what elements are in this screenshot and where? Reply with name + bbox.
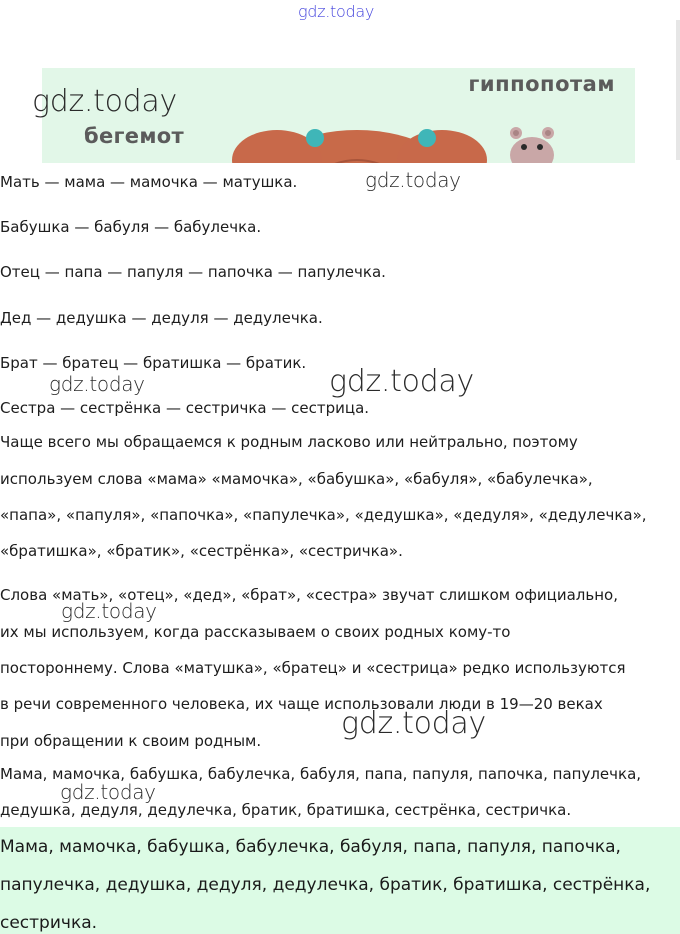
answer-line: сестричка. (0, 913, 98, 933)
watermark: gdz.today (61, 599, 157, 623)
text-line: «папа», «папуля», «папочка», «папулечка», «дедушка», «дедуля», «дедулечка», (0, 506, 647, 524)
text-line: Брат — братец — братишка — братик. (0, 354, 307, 372)
text-line: Отец — папа — папуля — папочка — папулечка. (0, 263, 386, 281)
text-line: при обращении к своим родным. (0, 732, 262, 750)
scrollbar[interactable] (676, 20, 680, 160)
text-line: Мама, мамочка, бабушка, бабулечка, бабуля, папа, папуля, папочка, папулечка, (0, 765, 642, 783)
hippo-illustration (502, 123, 562, 163)
watermark: gdz.today (329, 364, 474, 399)
banner-label-hippopotamus: гиппопотам (468, 72, 615, 96)
watermark: gdz.today (341, 706, 486, 741)
watermark: gdz.today (49, 372, 145, 396)
answer-line: папулечка, дедушка, дедуля, дедулечка, братик, братишка, сестрёнка, (0, 875, 651, 895)
banner-label-behemoth: бегемот (84, 124, 184, 148)
text-line: Чаще всего мы обращаемся к родным ласково или нейтрально, поэтому (0, 433, 578, 451)
text-line: Слова «мать», «отец», «дед», «брат», «сестра» звучат слишком официально, (0, 586, 618, 604)
text-line: в речи современного человека, их чаще использовали люди в 19—20 веках (0, 695, 603, 713)
watermark: gdz.today (32, 84, 177, 119)
watermark: gdz.today (365, 168, 461, 192)
answer-box (0, 827, 680, 934)
text-line: используем слова «мама» «мамочка», «бабушка», «бабуля», «бабулечка», (0, 470, 593, 488)
text-line: их мы используем, когда рассказываем о своих родных кому-то (0, 623, 511, 641)
watermark: gdz.today (60, 780, 156, 804)
text-line: Сестра — сестрёнка — сестричка — сестрица. (0, 399, 370, 417)
text-line: Бабушка — бабуля — бабулечка. (0, 218, 262, 236)
text-line: «братишка», «братик», «сестрёнка», «сестричка». (0, 542, 403, 560)
text-line: Мать — мама — мамочка — матушка. (0, 173, 298, 191)
watermark: gdz.today (298, 2, 375, 21)
answer-line: Мама, мамочка, бабушка, бабулечка, бабуля, папа, папуля, папочка, (0, 837, 621, 857)
text-line: Дед — дедушка — дедуля — дедулечка. (0, 309, 323, 327)
text-line: постороннему. Слова «матушка», «братец» и «сестрица» редко используются (0, 659, 626, 677)
girl-illustration (207, 120, 507, 163)
text-line: дедушка, дедуля, дедулечка, братик, братишка, сестрёнка, сестричка. (0, 801, 572, 819)
